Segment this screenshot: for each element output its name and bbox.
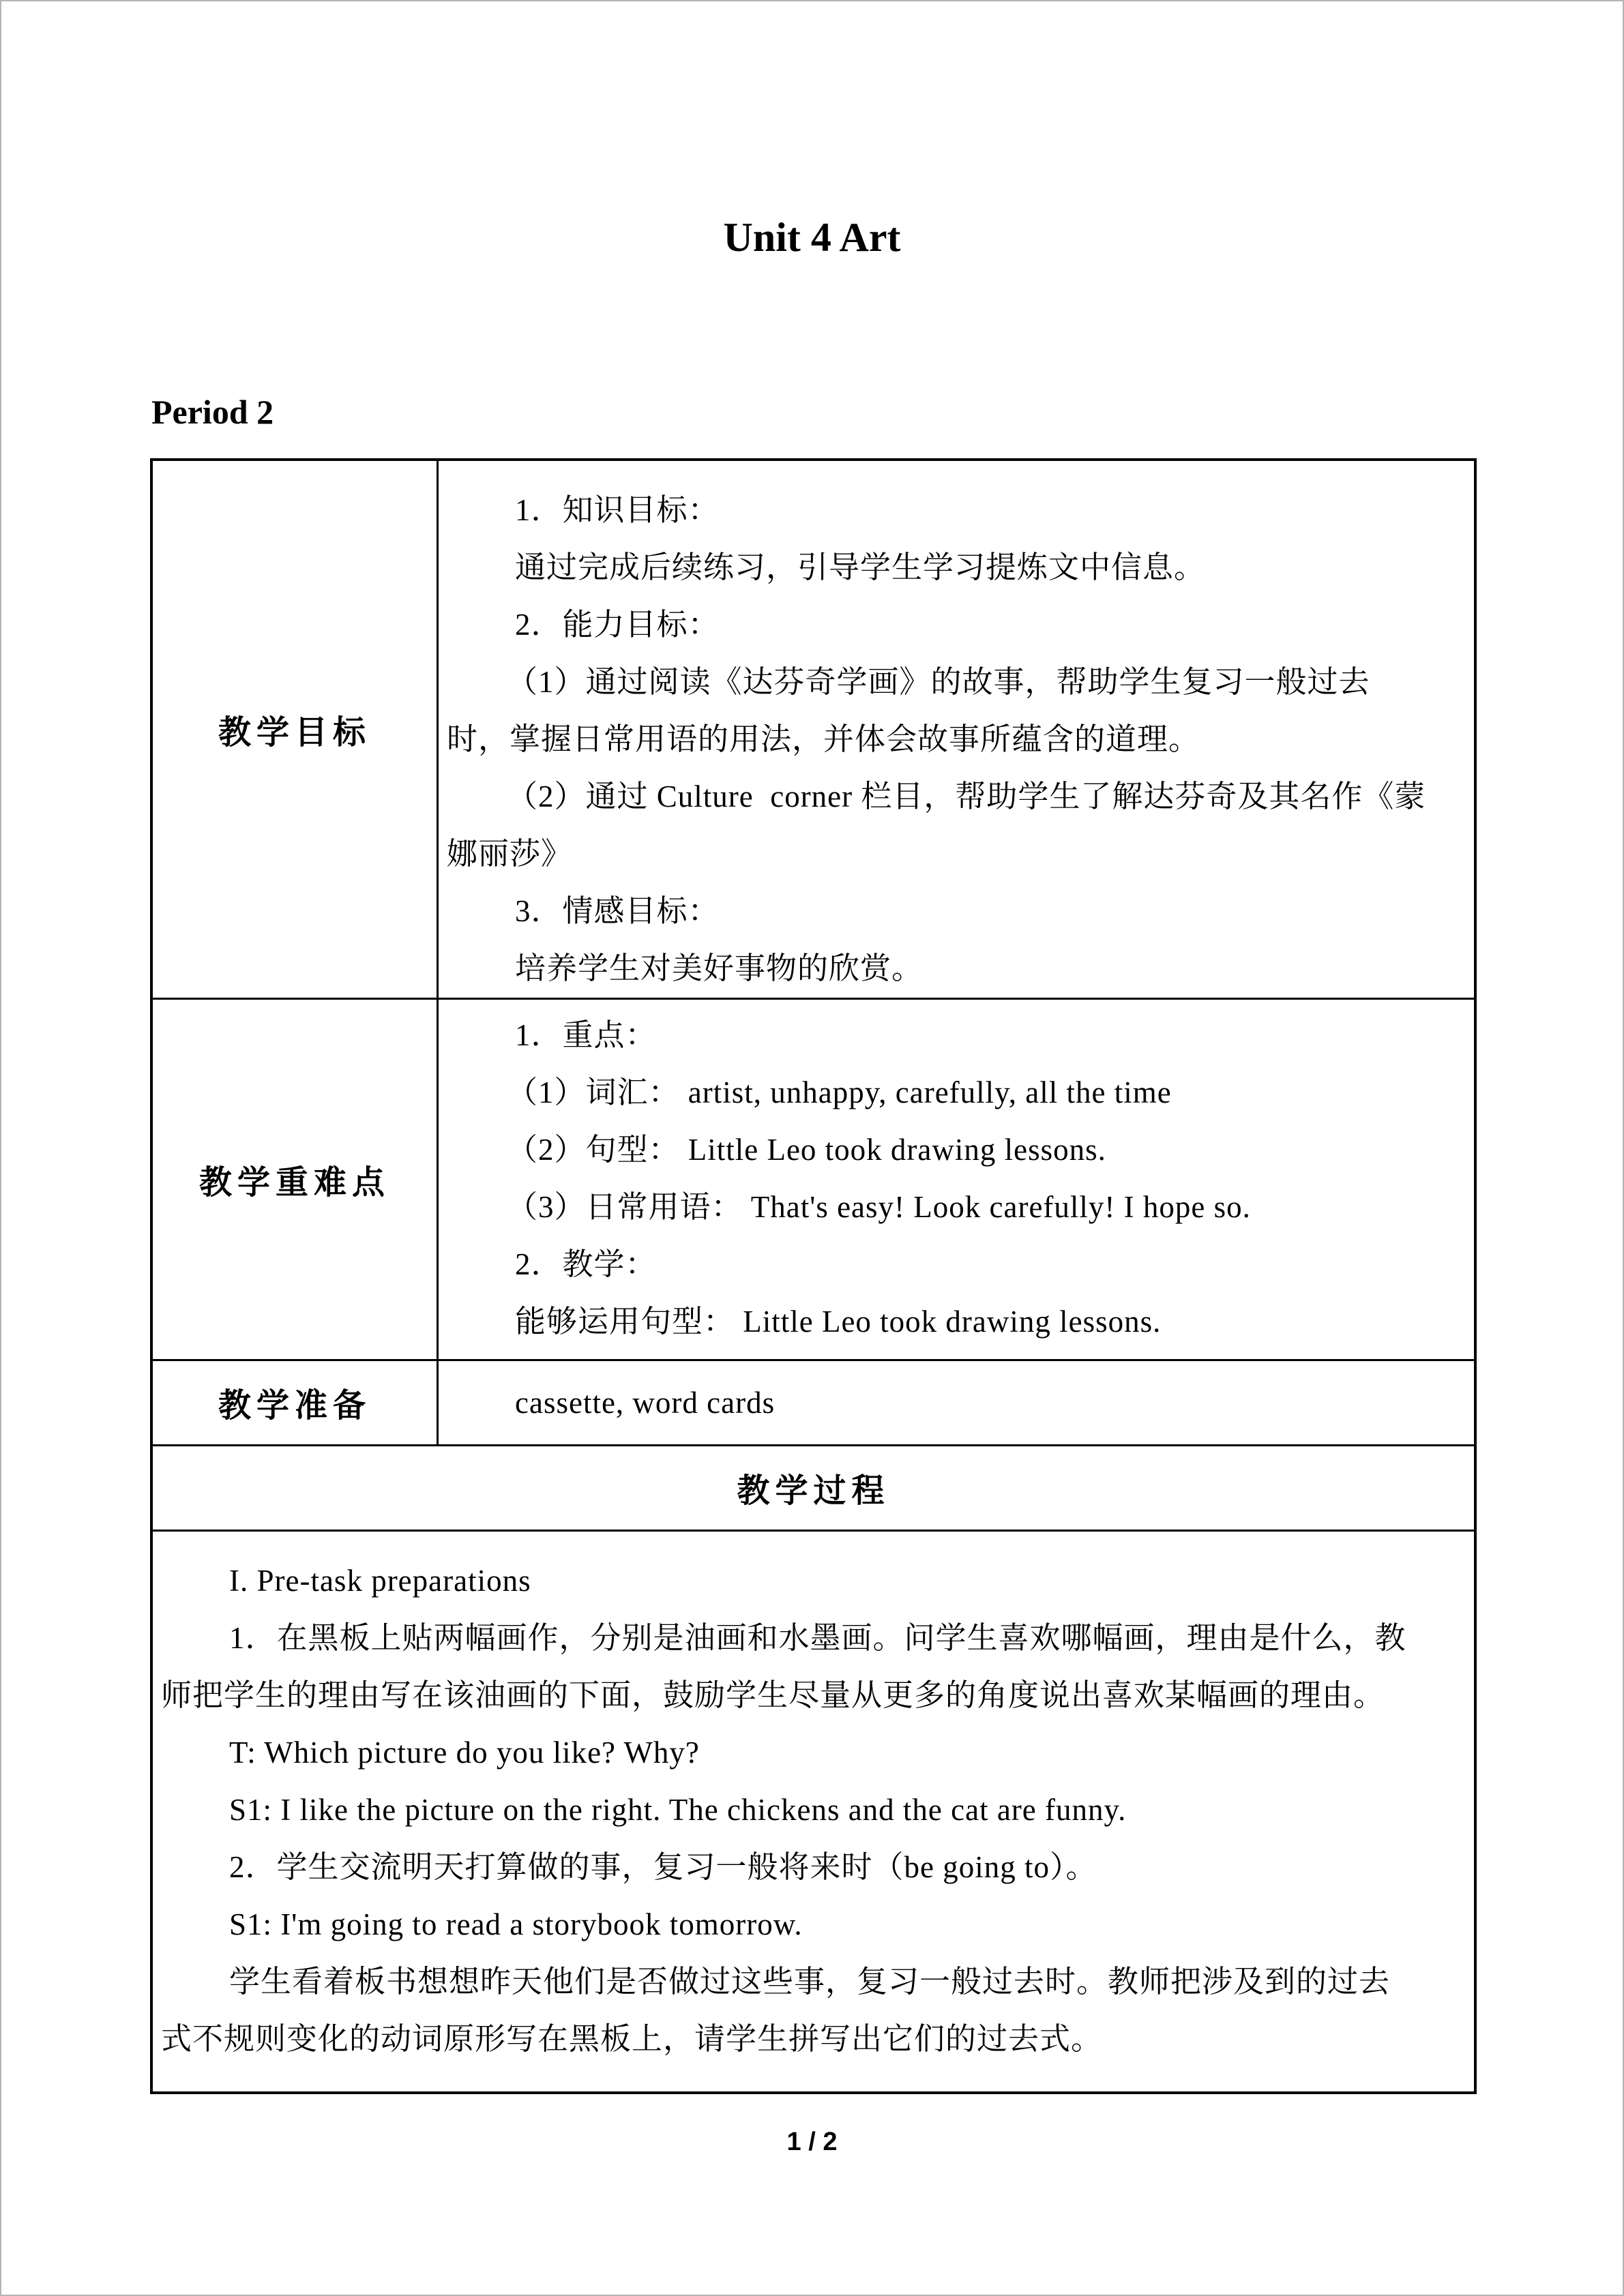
key-points-line: （3）日常用语： That's easy! Look carefully! I hope so. [507, 1189, 1251, 1224]
table-row-key-points [151, 998, 1475, 1360]
teaching-goals-label: 教学目标 [151, 460, 438, 998]
goals-line: 培养学生对美好事物的欣赏。 [515, 951, 924, 985]
goals-line: 娜丽莎》 [447, 837, 573, 871]
page-number-indicator: 1 / 2 [786, 2128, 838, 2156]
process-line: S1: I'm going to read a storybook tomorrow. [229, 1907, 803, 1941]
teaching-goals-content [438, 460, 1476, 998]
goals-line: 2．能力目标： [515, 608, 720, 642]
goals-line: 时，掌握日常用语的用法，并体会故事所蕴含的道理。 [447, 722, 1200, 756]
goals-line: 1．知识目标： [515, 493, 720, 527]
key-points-line: （1）词汇： artist, unhappy, carefully, all the time [507, 1075, 1172, 1109]
process-header: 教学过程 [151, 1445, 1475, 1530]
preparation-line: cassette, word cards [515, 1385, 776, 1420]
table-row-teaching-goals [151, 460, 1475, 998]
key-points-label: 教学重难点 [151, 998, 438, 1360]
table-row-process-header [151, 1445, 1475, 1530]
key-points-content [438, 998, 1476, 1360]
process-line: 2．学生交流明天打算做的事，复习一般将来时（be going to）。 [229, 1849, 1097, 1884]
process-line: 式不规则变化的动词原形写在黑板上，请学生拼写出它们的过去式。 [161, 2021, 1103, 2056]
preparation-label: 教学准备 [151, 1360, 438, 1445]
table-row-process [151, 1530, 1475, 2093]
goals-line: （1）通过阅读《达芬奇学画》的故事，帮助学生复习一般过去 [507, 665, 1370, 699]
section-heading-period: Period 2 [151, 393, 274, 431]
key-points-line: （2）句型： Little Leo took drawing lessons. [507, 1132, 1106, 1167]
key-points-line: 能够运用句型： Little Leo took drawing lessons. [515, 1304, 1162, 1339]
goals-line: （2）通过 Culture corner 栏目，帮助学生了解达芬奇及其名作《蒙 [507, 779, 1426, 814]
process-line: T: Which picture do you like? Why? [229, 1735, 700, 1770]
lesson-plan-table [150, 458, 1477, 2094]
process-content [151, 1530, 1475, 2093]
page-title: Unit 4 Art [723, 215, 901, 260]
key-points-line: 2．教学： [515, 1247, 657, 1281]
process-line: 学生看着板书想想昨天他们是否做过这些事，复习一般过去时。教师把涉及到的过去 [229, 1964, 1391, 1999]
process-line: S1: I like the picture on the right. The chickens and the cat are funny. [229, 1792, 1127, 1827]
goals-line: 通过完成后续练习，引导学生学习提炼文中信息。 [515, 550, 1206, 584]
key-points-line: 1．重点： [515, 1017, 657, 1052]
process-line: 师把学生的理由写在该油画的下面，鼓励学生尽量从更多的角度说出喜欢某幅画的理由。 [161, 1678, 1385, 1712]
process-line: I. Pre-task preparations [229, 1563, 531, 1598]
process-line: 1．在黑板上贴两幅画作，分别是油画和水墨画。问学生喜欢哪幅画，理由是什么，教 [229, 1620, 1406, 1655]
goals-line: 3．情感目标： [515, 894, 720, 928]
table-row-preparation [151, 1360, 1475, 1445]
preparation-content [438, 1360, 1476, 1445]
